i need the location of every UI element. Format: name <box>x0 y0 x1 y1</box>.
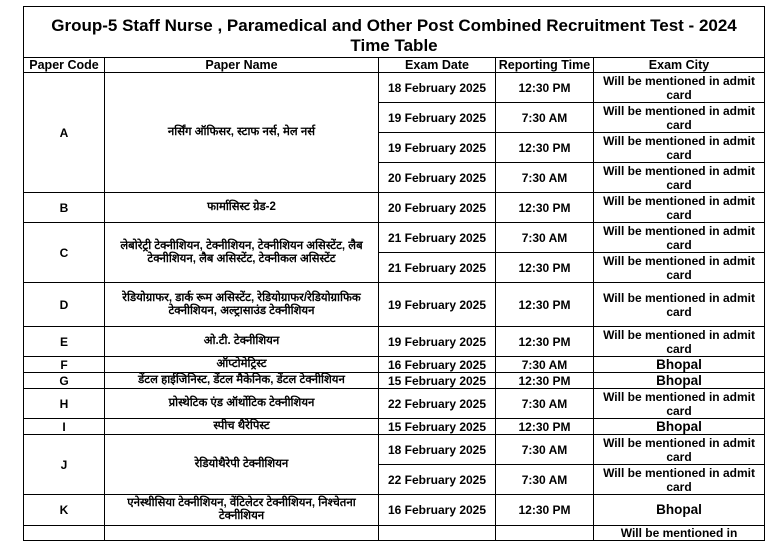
table-row <box>24 357 765 373</box>
exam-city-cell: Will be mentioned in admit card <box>594 103 765 133</box>
exam-date-cell: 15 February 2025 <box>379 419 496 435</box>
paper-code-cell: B <box>24 193 105 223</box>
header-paper-name: Paper Name <box>105 58 379 73</box>
title-line-1: Group-5 Staff Nurse , Paramedical and Other Post Combined Recruitment Test - 2024 <box>51 16 737 35</box>
reporting-time-cell: 7:30 AM <box>496 435 594 465</box>
table-row <box>24 435 765 465</box>
document-title <box>24 7 765 58</box>
table-row <box>24 223 765 253</box>
reporting-time-cell: 7:30 AM <box>496 163 594 193</box>
header-paper-code: Paper Code <box>24 58 105 73</box>
exam-date-cell: 18 February 2025 <box>379 73 496 103</box>
paper-name-cell: डेंटल हाईजिनिस्ट, डेंटल मैकेनिक, डेंटल टेक्नीशियन <box>105 373 379 389</box>
exam-date-cell: 21 February 2025 <box>379 253 496 283</box>
empty-cell <box>496 526 594 541</box>
exam-date-cell: 22 February 2025 <box>379 465 496 495</box>
reporting-time-cell: 7:30 AM <box>496 465 594 495</box>
table-row <box>24 327 765 357</box>
paper-code-cell: J <box>24 435 105 495</box>
header-exam-city: Exam City <box>594 58 765 73</box>
table-row <box>24 389 765 419</box>
reporting-time-cell: 12:30 PM <box>496 253 594 283</box>
exam-city-cell: Will be mentioned in admit card <box>594 389 765 419</box>
reporting-time-cell: 7:30 AM <box>496 223 594 253</box>
reporting-time-cell: 12:30 PM <box>496 495 594 526</box>
exam-date-cell: 19 February 2025 <box>379 133 496 163</box>
paper-code-cell: H <box>24 389 105 419</box>
exam-date-cell: 19 February 2025 <box>379 283 496 327</box>
header-row <box>24 58 765 73</box>
table-row <box>24 283 765 327</box>
exam-city-cell: Will be mentioned in admit card <box>594 73 765 103</box>
paper-name-cell: रेडियोग्राफर, डार्क रूम असिस्टेंट, रेडियोग्राफर/रेडियोग्राफिक टेक्नीशियन, अल्ट्रासाउंड टेक्नीशियन <box>105 283 379 327</box>
paper-name-cell: फार्मासिस्ट ग्रेड-2 <box>105 193 379 223</box>
table-row <box>24 73 765 103</box>
exam-date-cell: 22 February 2025 <box>379 389 496 419</box>
empty-cell <box>105 526 379 541</box>
exam-date-cell: 20 February 2025 <box>379 163 496 193</box>
paper-code-cell: D <box>24 283 105 327</box>
table-row-partial <box>24 526 765 541</box>
table-row <box>24 419 765 435</box>
table-row <box>24 373 765 389</box>
exam-city-cell: Will be mentioned in admit card <box>594 435 765 465</box>
reporting-time-cell: 7:30 AM <box>496 389 594 419</box>
exam-city-cell: Will be mentioned in admit card <box>594 193 765 223</box>
exam-city-cell: Will be mentioned in admit card <box>594 133 765 163</box>
exam-city-cell: Will be mentioned in admit card <box>594 223 765 253</box>
timetable-sheet <box>23 6 764 541</box>
paper-name-cell: एनेस्थीसिया टेक्नीशियन, वेंटिलेटर टेक्नीशियन, निश्चेतना टेक्नीशियन <box>105 495 379 526</box>
paper-name-cell: ओ.टी. टेक्नीशियन <box>105 327 379 357</box>
reporting-time-cell: 7:30 AM <box>496 103 594 133</box>
exam-city-cell: Will be mentioned in admit card <box>594 253 765 283</box>
reporting-time-cell: 12:30 PM <box>496 283 594 327</box>
table-body <box>24 73 765 541</box>
exam-city-cell: Bhopal <box>594 419 765 435</box>
paper-name-cell: ऑप्टोमेट्रिस्ट <box>105 357 379 373</box>
exam-city-cell: Will be mentioned in admit card <box>594 163 765 193</box>
exam-date-cell: 16 February 2025 <box>379 495 496 526</box>
exam-date-cell: 16 February 2025 <box>379 357 496 373</box>
reporting-time-cell: 12:30 PM <box>496 73 594 103</box>
paper-code-cell: A <box>24 73 105 193</box>
empty-cell <box>24 526 105 541</box>
reporting-time-cell: 12:30 PM <box>496 373 594 389</box>
timetable <box>23 6 765 541</box>
exam-date-cell: 21 February 2025 <box>379 223 496 253</box>
header-exam-date: Exam Date <box>379 58 496 73</box>
exam-city-cell: Will be mentioned in admit card <box>594 327 765 357</box>
paper-name-cell: रेडियोथैरेपी टेक्नीशियन <box>105 435 379 495</box>
exam-date-cell: 20 February 2025 <box>379 193 496 223</box>
paper-name-cell: प्रोस्थेटिक एंड ऑर्थोटिक टेक्नीशियन <box>105 389 379 419</box>
paper-code-cell: K <box>24 495 105 526</box>
paper-code-cell: E <box>24 327 105 357</box>
exam-city-cell: Bhopal <box>594 373 765 389</box>
reporting-time-cell: 12:30 PM <box>496 419 594 435</box>
exam-date-cell: 19 February 2025 <box>379 103 496 133</box>
reporting-time-cell: 12:30 PM <box>496 133 594 163</box>
exam-city-cell: Will be mentioned in admit card <box>594 465 765 495</box>
exam-date-cell: 18 February 2025 <box>379 435 496 465</box>
exam-date-cell: 19 February 2025 <box>379 327 496 357</box>
paper-code-cell: F <box>24 357 105 373</box>
header-reporting-time: Reporting Time <box>496 58 594 73</box>
table-row <box>24 495 765 526</box>
exam-date-cell: 15 February 2025 <box>379 373 496 389</box>
paper-name-cell: लेबोरेट्री टेक्नीशियन, टेक्नीशियन, टेक्नीशियन असिस्टेंट, लैब टेक्नीशियन, लैब असिस्टेंट, टेक्नीकल असिस्टेंट <box>105 223 379 283</box>
reporting-time-cell: 7:30 AM <box>496 357 594 373</box>
paper-name-cell: स्पीच थैरेपिस्ट <box>105 419 379 435</box>
empty-cell <box>379 526 496 541</box>
exam-city-cell: Bhopal <box>594 357 765 373</box>
table-row <box>24 193 765 223</box>
paper-code-cell: G <box>24 373 105 389</box>
title-line-2: Time Table <box>350 36 438 55</box>
paper-code-cell: I <box>24 419 105 435</box>
exam-city-cell: Will be mentioned in <box>594 526 765 541</box>
reporting-time-cell: 12:30 PM <box>496 193 594 223</box>
exam-city-cell: Will be mentioned in admit card <box>594 283 765 327</box>
paper-name-cell: नर्सिंग ऑफिसर, स्टाफ नर्स, मेल नर्स <box>105 73 379 193</box>
paper-code-cell: C <box>24 223 105 283</box>
reporting-time-cell: 12:30 PM <box>496 327 594 357</box>
exam-city-cell: Bhopal <box>594 495 765 526</box>
